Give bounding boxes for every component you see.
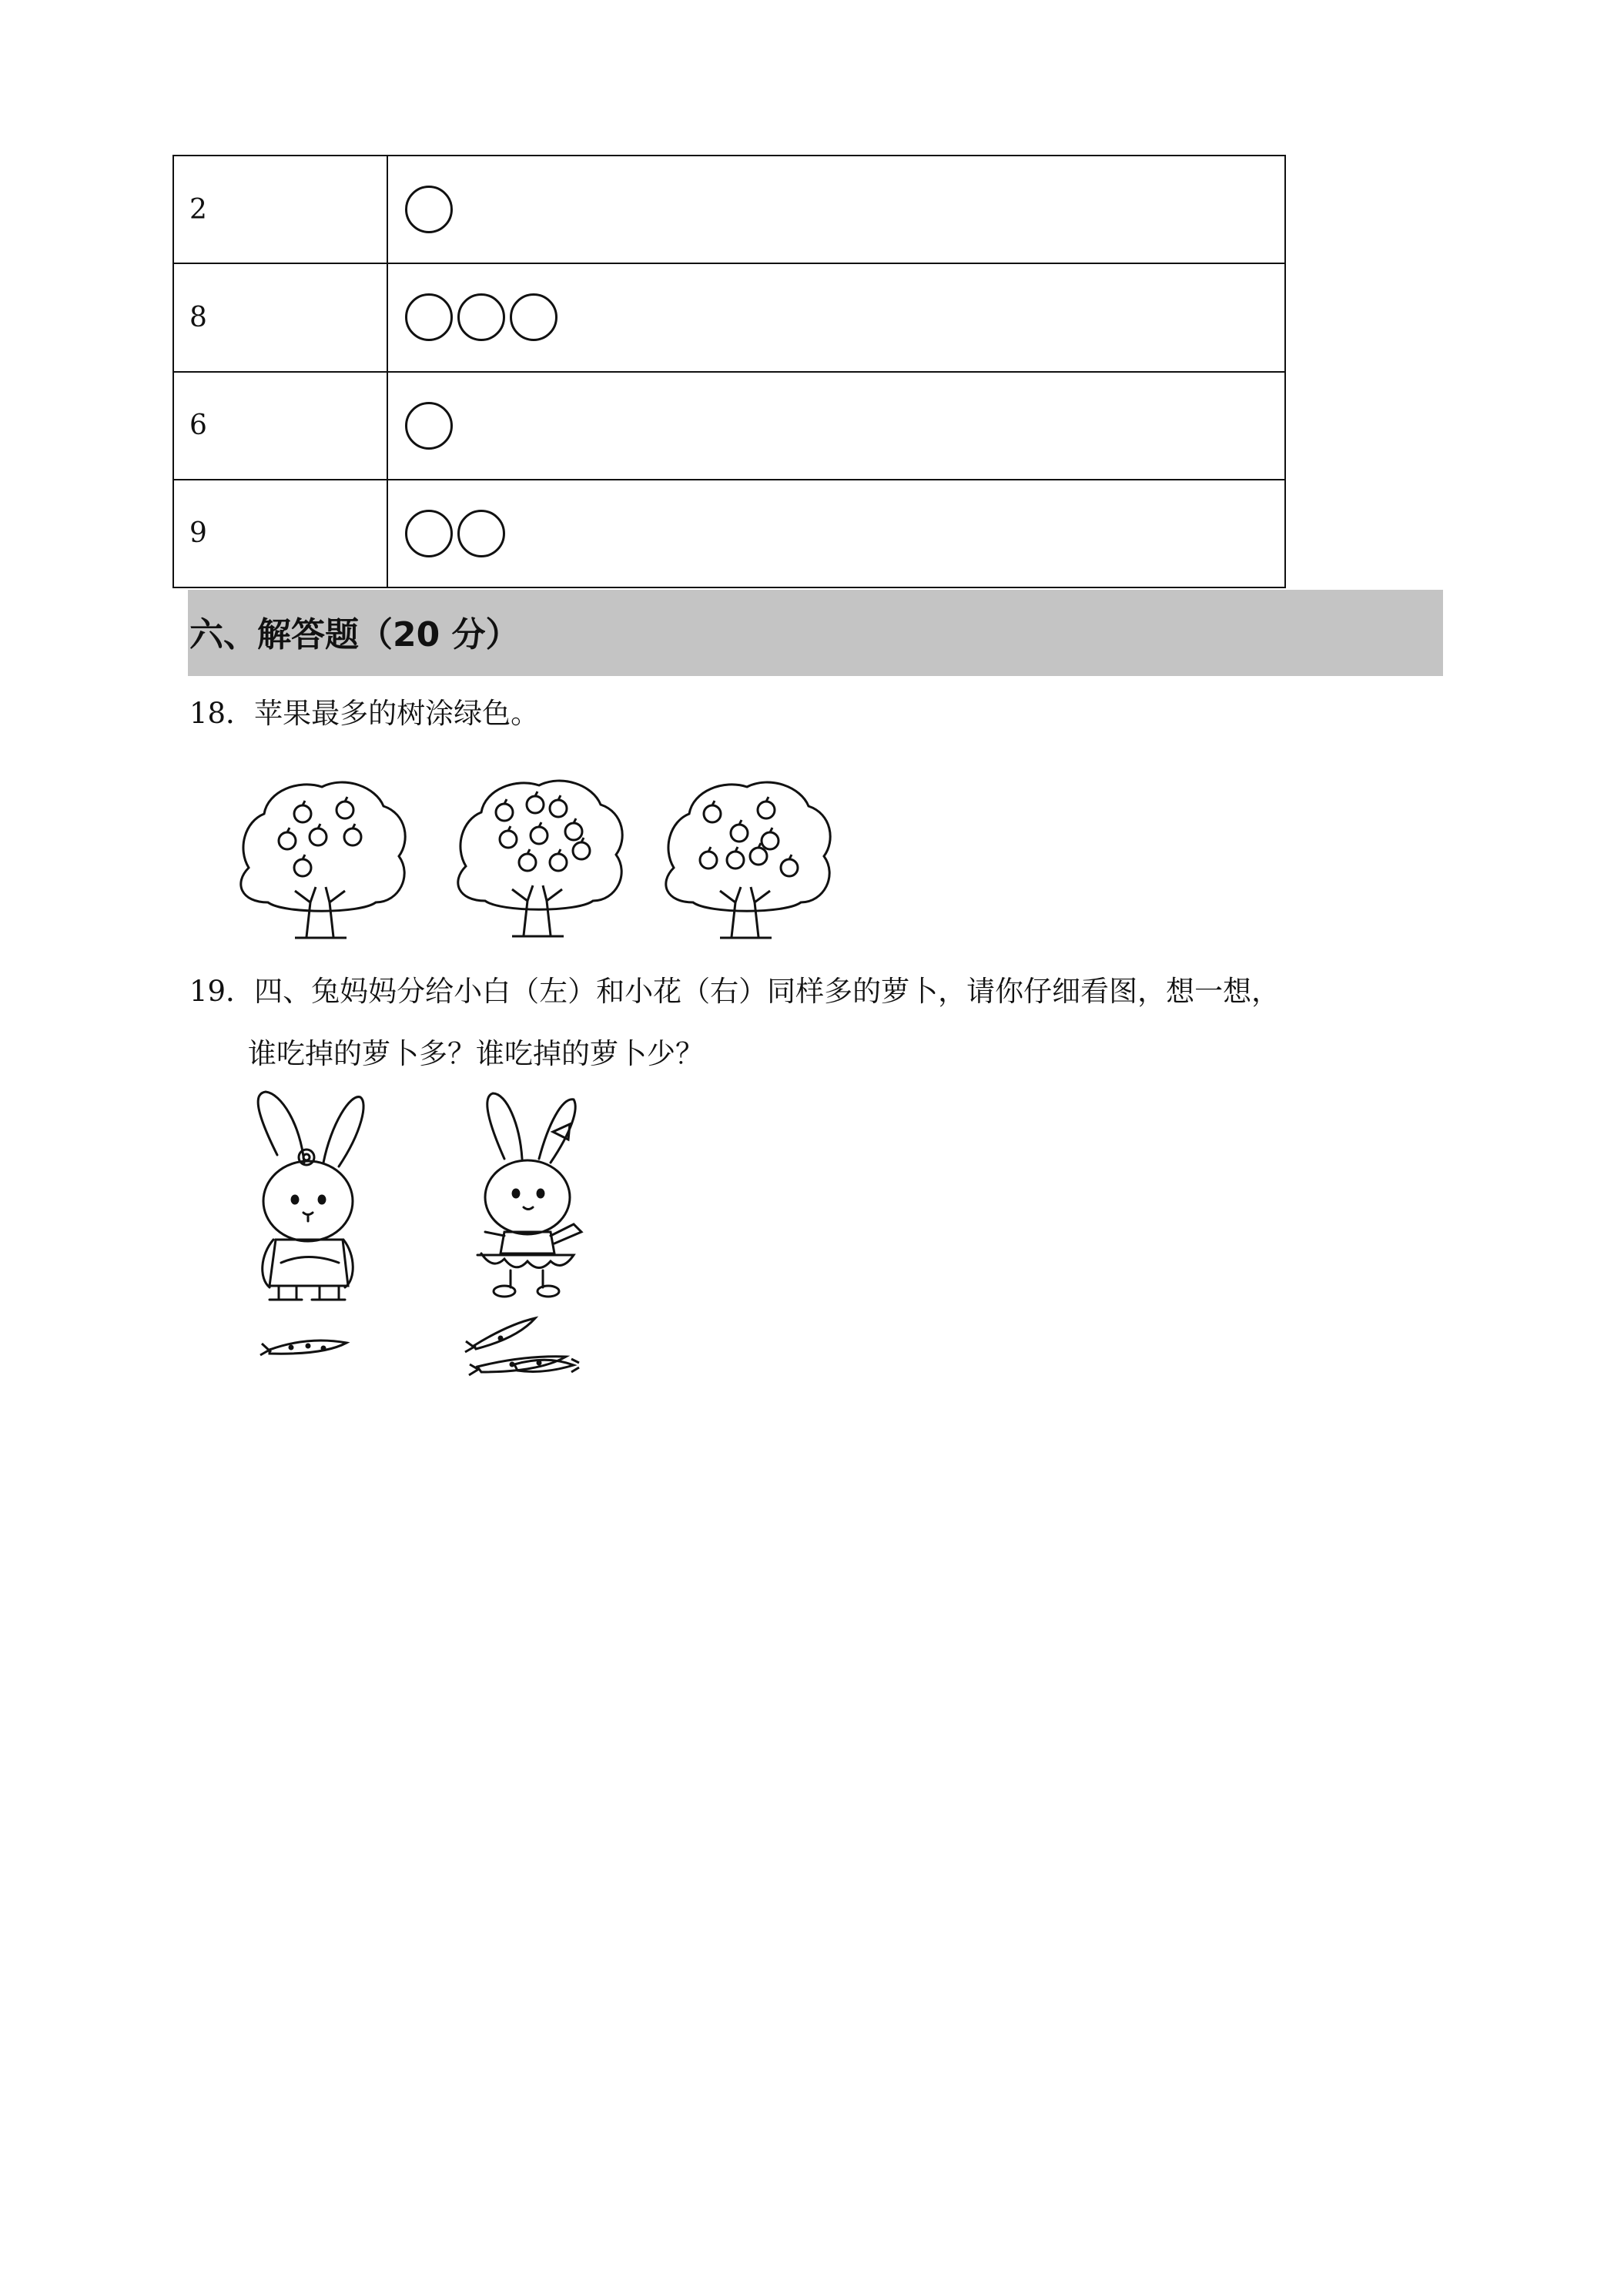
question-18: 18．苹果最多的树涂绿色。 [189,697,540,730]
rabbit-right [477,1093,581,1297]
carrots-right [465,1318,579,1375]
section-title: 六、解答题（20 分） [189,615,520,654]
carrots-left [260,1340,347,1355]
number-cell: 8 [173,263,387,371]
number-cell: 6 [173,372,387,480]
question-19-line-2: 谁吃掉的萝卜多？谁吃掉的萝卜少？ [248,1037,704,1070]
rabbit-left [258,1092,363,1300]
number-cell: 2 [173,156,387,263]
number-cell: 9 [173,480,387,587]
question-19-line-1: 19．四、兔妈妈分给小白（左）和小花（右）同样多的萝卜，请你仔细看图，想一想， [189,975,1281,1008]
